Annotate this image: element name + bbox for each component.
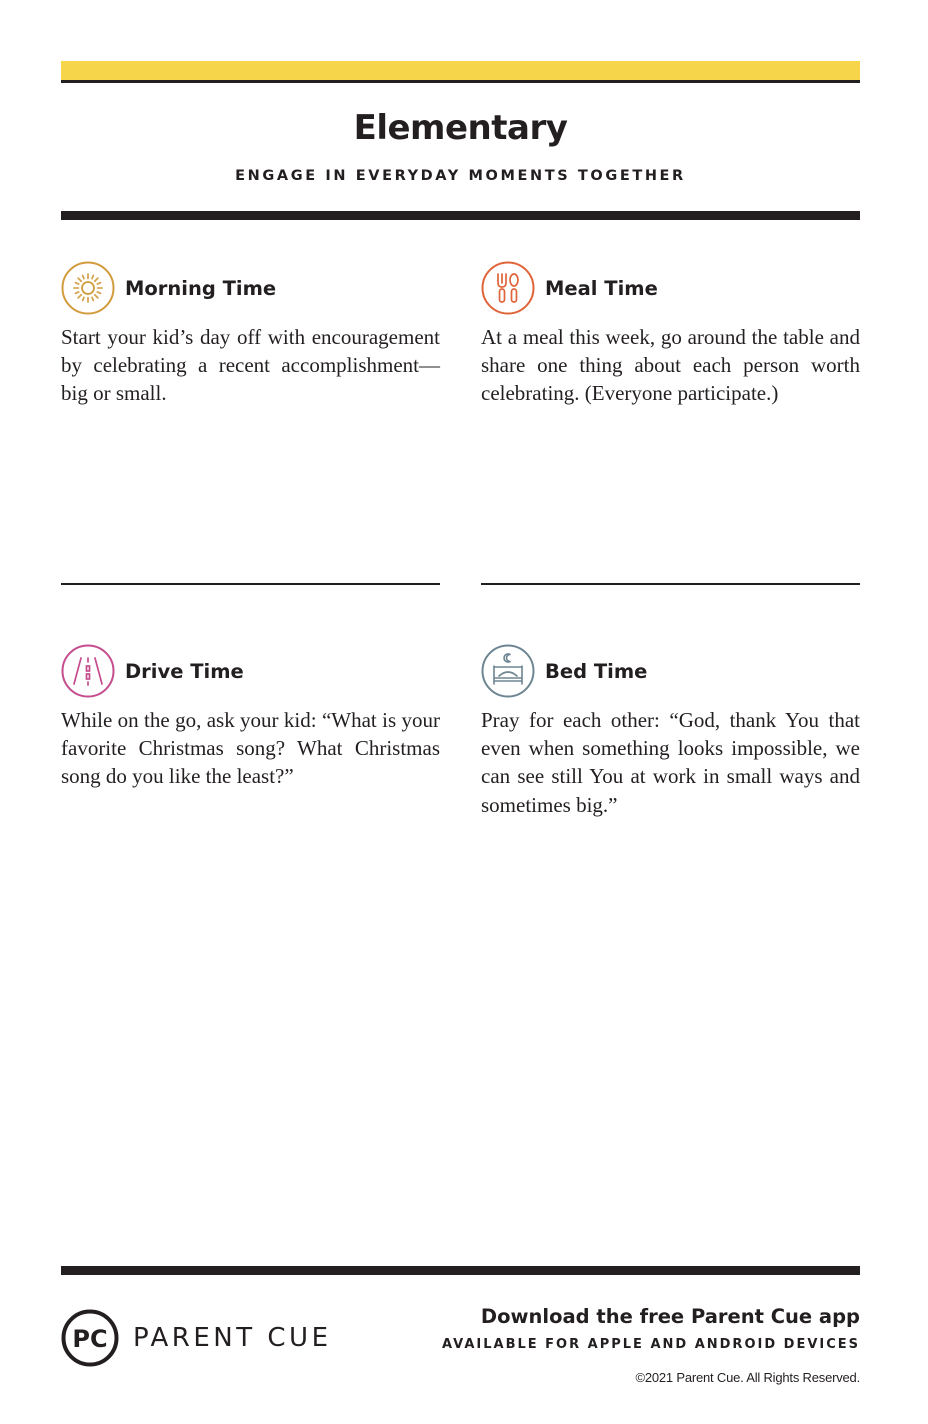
section-bed-time: [481, 644, 860, 819]
yellow-band: [61, 61, 860, 80]
pc-logo-icon: [61, 1309, 119, 1367]
top-accent-bar: [61, 61, 860, 83]
section-heading: Bed Time: [545, 659, 648, 683]
section-morning-time: [61, 261, 440, 408]
parent-cue-logo: [61, 1309, 332, 1367]
section-heading: Meal Time: [545, 276, 658, 300]
brand-name: PARENT CUE: [133, 1323, 332, 1353]
top-rule: [61, 80, 860, 83]
copyright-text: ©2021 Parent Cue. All Rights Reserved.: [635, 1370, 860, 1385]
page-subtitle: ENGAGE IN EVERYDAY MOMENTS TOGETHER: [235, 168, 686, 184]
footer-divider: [61, 1266, 860, 1275]
svg-text:PC: PC: [72, 1325, 108, 1353]
bed-icon: [481, 644, 535, 698]
section-meal-time: [481, 261, 860, 408]
header-divider: [61, 211, 860, 220]
section-heading: Drive Time: [125, 659, 244, 683]
download-app-text: Download the free Parent Cue app: [480, 1305, 860, 1328]
sun-icon: [61, 261, 115, 315]
utensils-icon: [481, 261, 535, 315]
page-title: Elementary: [353, 108, 568, 148]
section-body: Start your kid’s day off with encouragement by celebrating a recent accomplishment—big or small.: [61, 325, 440, 406]
section-divider: [481, 583, 860, 585]
section-body: While on the go, ask your kid: “What is your favorite Christmas song? What Christmas song do you like the least?”: [61, 708, 440, 789]
section-body: Pray for each other: “God, thank You that even when something looks impossible, we can see still You at work in small ways and sometimes big.”: [481, 708, 860, 817]
section-heading: Morning Time: [125, 276, 277, 300]
road-icon: [61, 644, 115, 698]
section-body: At a meal this week, go around the table and share one thing about each person worth celebrating. (Everyone participate.): [481, 325, 860, 406]
section-divider: [61, 583, 440, 585]
available-devices-text: AVAILABLE FOR APPLE AND ANDROID DEVICES: [441, 1337, 860, 1352]
section-drive-time: [61, 644, 440, 791]
